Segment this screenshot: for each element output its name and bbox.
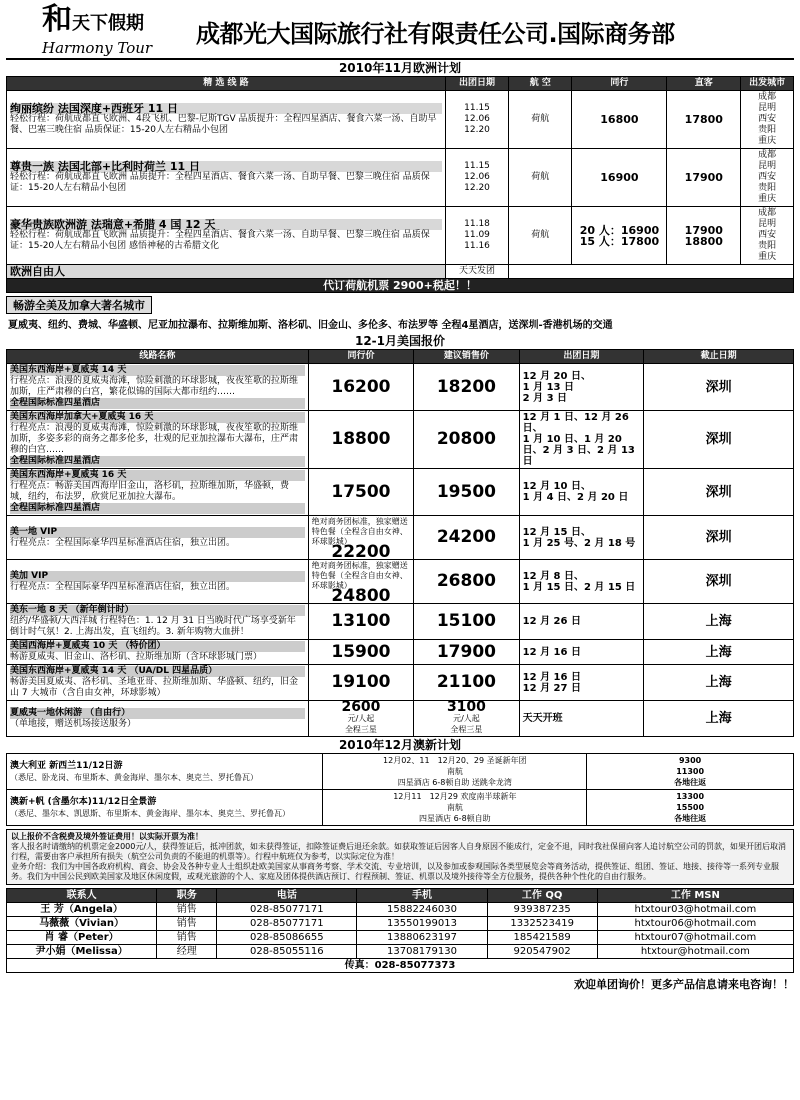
route-cities: 成都 昆明 西安 贵阳 重庆: [741, 149, 794, 207]
am-peer-note: 绝对商务团标准，独家赠送特色餐（全程含自由女神、环球影城）: [311, 561, 408, 590]
am-dates: 12 月 8 日、 1 月 15 日、2 月 15 日: [519, 560, 643, 604]
am-sell-cell: [414, 640, 519, 665]
am-route-sub: 全程国际标准四星酒店: [10, 456, 305, 467]
am-deadline-city: 深圳: [644, 560, 794, 604]
route-dates: 11.18 11.09 11.16: [445, 207, 508, 265]
contact-role: 销售: [157, 903, 217, 917]
route-desc: 轻松行程：荷航成都直飞欧洲 品质提升：全程四星酒店、餐食六菜一汤、自助早餐、巴黎三晚住宿 品质保证：15-20人左右精品小包团: [10, 172, 430, 193]
am-peer-cell: [308, 560, 413, 604]
contact-role: 经理: [157, 945, 217, 959]
am-peer-cell: [308, 411, 413, 469]
europe-route-row: [7, 149, 794, 207]
col-role: 职务: [157, 889, 217, 903]
company-name: 成都光大国际旅行社有限责任公司.国际商务部: [196, 19, 675, 48]
am-sell-unit: 元/人起 全程三星: [450, 714, 483, 734]
am-sell-cell: [414, 516, 519, 560]
contact-row: [7, 903, 794, 917]
am-sell-cell: [414, 665, 519, 701]
aus-airline: 南航: [446, 767, 463, 776]
note-business: 业务介绍：我们为中国各政府机构、商会、协会及各种专业人士组织赴欧美国家从事商务考察、学术交流、专业培训，以及参加或参观国际各类型展览会等商务活动，提供签证、组团、签证、地接、接待等一系列专业服务。我们为中国公民到欧美国家及地区休闲度假，或观光旅游的个人、家庭及团体提供酒店预订、行程预制、签证、机票以及境外接待等全方位服务，提供各种个性化的自由行服务。: [11, 862, 779, 881]
am-peer-cell: [308, 469, 413, 516]
route-peer: 16800: [572, 91, 667, 149]
am-peer-price: 2600: [341, 700, 381, 715]
america-route-row: [7, 411, 794, 469]
am-route-desc: 行程亮点：全程国际豪华四星标准酒店住宿，独立出团。: [10, 581, 236, 592]
am-peer-price: 19100: [331, 672, 391, 692]
am-peer-cell: [308, 604, 413, 640]
am-deadline-city: 上海: [644, 701, 794, 737]
am-route-cell: [7, 364, 309, 411]
footer-slogan: 欢迎单团询价！更多产品信息请来电咨询！！: [574, 978, 794, 991]
contact-mobile: 13550199013: [357, 917, 487, 931]
col-qq: 工作 QQ: [487, 889, 597, 903]
route-desc: 轻松行程：荷航成都直飞欧洲 品质提升：全程四星酒店、餐食六菜一汤、自助早餐、巴黎三晚住宿 品质保证：15-20人左右精品小包团 感悟神秘的古希腊文化: [10, 230, 430, 251]
contact-mobile: 13708179130: [357, 945, 487, 959]
contact-qq: 1332523419: [487, 917, 597, 931]
col-mobile: 手机: [357, 889, 487, 903]
america-title: 12-1月美国报价: [354, 334, 446, 348]
col-msn: 工作 MSN: [597, 889, 793, 903]
am-peer-price: 24800: [331, 586, 391, 604]
route-direct: 17800: [667, 91, 741, 149]
contact-msn[interactable]: htxtour07@hotmail.com: [597, 931, 793, 945]
col-dates: 出团日期: [445, 77, 508, 91]
contact-msn[interactable]: htxtour@hotmail.com: [597, 945, 793, 959]
ticket-note-row: [7, 279, 794, 293]
am-peer-cell: [308, 701, 413, 737]
am-sell-cell: [414, 469, 519, 516]
america-route-row: [7, 665, 794, 701]
am-route-desc: 行程亮点：浪漫的夏威夷海滩，惊险刺激的环球影城，夜夜笙歌的拉斯维加斯，庄严肃穆的白宫，繁花似锦的国际大都市纽约……: [10, 376, 299, 397]
america-route-row: [7, 640, 794, 665]
route-desc: 轻松行程：荷航成都直飞欧洲、4段飞机、巴黎-尼斯TGV 品质提升：全程四星酒店、餐食六菜一汤、自助早餐、巴塞三晚住宿 品质保证：15-20人左右精品小包团: [10, 114, 437, 135]
am-sell-cell: [414, 560, 519, 604]
contact-qq: 185421589: [487, 931, 597, 945]
aus-hotel: 四星酒店 6-8顿自助 送跳伞龙湾: [397, 778, 512, 787]
col-route: 精 选 线 路: [7, 77, 446, 91]
free-label: 欧洲自由人: [7, 265, 446, 279]
am-peer-price: 17500: [331, 481, 391, 502]
europe-header-row: [7, 77, 794, 91]
am-peer-cell: [308, 364, 413, 411]
route-airline: 荷航: [509, 149, 572, 207]
col-phone: 电话: [217, 889, 357, 903]
am-route-desc: 纽约/华盛顿/大西洋城 行程特色：1. 12 月 31 日当晚时代广场享受新年倒计时气氛！2. 上海出发，直飞纽约。3. 新年购物大血拼！: [10, 616, 296, 637]
am-route-cell: [7, 411, 309, 469]
route-airline: 荷航: [509, 91, 572, 149]
am-peer-price: 15900: [331, 641, 391, 662]
am-route-name: 美国东西海岸+夏威夷 16 天: [10, 470, 305, 481]
aus-dates: 12月02、11 12月20、29 圣诞新年团: [383, 756, 527, 765]
logo-mark: 和: [42, 2, 72, 37]
am-deadline-city: 上海: [644, 640, 794, 665]
am-peer-cell: [308, 665, 413, 701]
aus-airline: 南航: [446, 803, 463, 812]
am-deadline-city: 深圳: [644, 516, 794, 560]
col-am-city: 截止日期: [644, 350, 794, 364]
am-sell-price: 17900: [436, 641, 496, 662]
am-sell-cell: [414, 604, 519, 640]
am-sell-cell: [414, 411, 519, 469]
am-route-sub: 全程国际标准四星酒店: [10, 503, 305, 514]
am-route-cell: [7, 560, 309, 604]
aus-price: 9300 11300 各地往返: [587, 754, 794, 790]
am-sell-price: 20800: [436, 429, 496, 449]
am-route-name: 美加 VIP: [10, 571, 305, 582]
am-dates: 12 月 26 日: [519, 604, 643, 640]
am-peer-price: 22200: [331, 542, 391, 560]
america-route-row: [7, 604, 794, 640]
am-sell-price: 21100: [436, 672, 496, 692]
logo-small-text: 天下: [72, 13, 108, 34]
contact-row: [7, 945, 794, 959]
am-route-cell: [7, 701, 309, 737]
aus-price: 13300 15500 各地往返: [587, 790, 794, 826]
europe-title: 2010年11月欧洲计划: [338, 61, 462, 75]
america-cities: 夏威夷、纽约、费城、华盛顿、尼亚加拉瀑布、拉斯维加斯、洛杉矶、旧金山、多伦多、布法罗等 全程4星酒店，送深圳-香港机场的交通: [8, 320, 613, 331]
am-sell-cell: [414, 364, 519, 411]
am-route-desc: （单地接，赠送机场接送服务）: [10, 718, 137, 729]
route-cell: [7, 207, 446, 265]
america-route-row: [7, 560, 794, 604]
am-route-desc: 畅游夏威夷、旧金山、洛杉矶、拉斯维加斯（含环球影城门票）: [10, 652, 263, 662]
aus-hotel: 四星酒店 6-8顿自助: [419, 814, 491, 823]
america-header-row: [7, 350, 794, 364]
col-peer: 同行: [572, 77, 667, 91]
contact-name: 尹小娟（Melissa）: [7, 945, 157, 959]
am-route-name: 美东一地 8 天 （新年倒计时）: [10, 605, 305, 616]
free-blank: [509, 265, 794, 279]
contact-row: [7, 931, 794, 945]
america-route-row: [7, 516, 794, 560]
aus-route-cell: [7, 790, 323, 826]
route-cell: [7, 149, 446, 207]
am-sell-price: 18200: [436, 376, 496, 397]
contact-header-row: [7, 889, 794, 903]
logo: [6, 2, 196, 57]
europe-table: [6, 76, 794, 293]
europe-free-row: [7, 265, 794, 279]
am-deadline-city: 深圳: [644, 411, 794, 469]
aus-route-desc: （悉尼、卧龙岗、布里斯本、黄金海岸、墨尔本、奥克兰、罗托鲁瓦）: [10, 772, 258, 782]
contact-row: [7, 917, 794, 931]
note-tax: 以上报价不含税费及境外签证费用！以实际开票为准！: [11, 832, 203, 841]
contact-msn[interactable]: htxtour06@hotmail.com: [597, 917, 793, 931]
header: [6, 4, 794, 60]
col-am-peer: 同行价: [308, 350, 413, 364]
am-dates: 12 月 1 日、12 月 26 日、 1 月 10 日、1 月 20 日、2 月 3 日、2 月 13 日: [519, 411, 643, 469]
am-route-name: 美国东西海岸+夏威夷 14 天 （UA/DL 四星品质）: [10, 666, 305, 677]
route-peer: 16900: [572, 149, 667, 207]
ticket-note: 代订荷航机票 2900+税起！！: [7, 279, 794, 293]
contact-mobile: 15882246030: [357, 903, 487, 917]
am-dates: 天天开班: [519, 701, 643, 737]
aus-table: [6, 753, 794, 826]
am-route-cell: [7, 604, 309, 640]
am-dates: 12 月 10 日、 1 月 4 日、2 月 20 日: [519, 469, 643, 516]
route-cities: 成都 昆明 西安 贵阳 重庆: [741, 207, 794, 265]
contact-name: 王 芳（Angela）: [7, 903, 157, 917]
am-sell-cell: [414, 701, 519, 737]
contact-table: [6, 888, 794, 973]
aus-title: 2010年12月澳新计划: [338, 738, 462, 752]
contact-mobile: 13880623197: [357, 931, 487, 945]
route-cell: [7, 91, 446, 149]
am-route-cell: [7, 469, 309, 516]
am-peer-price: 16200: [331, 376, 391, 397]
am-route-name: 美国东西海岸+夏威夷 14 天: [10, 365, 305, 376]
am-peer-unit: 元/人起 全程三星: [344, 714, 377, 734]
am-route-cell: [7, 665, 309, 701]
am-sell-price: 3100: [446, 700, 486, 715]
col-am-route: 线路名称: [7, 350, 309, 364]
contact-phone: 028-85055116: [217, 945, 357, 959]
europe-route-row: [7, 91, 794, 149]
aus-info-cell: [323, 790, 587, 826]
am-peer-price: 18800: [331, 429, 391, 449]
europe-route-row: [7, 207, 794, 265]
am-dates: 12 月 16 日 12 月 27 日: [519, 665, 643, 701]
route-direct: 17900 18800: [667, 207, 741, 265]
aus-route-cell: [7, 754, 323, 790]
am-route-name: 夏威夷一地休闲游 （自由行）: [10, 708, 305, 719]
am-peer-note: 绝对商务团标准，独家赠送特色餐（全程含自由女神、环球影城）: [311, 517, 408, 546]
contact-role: 销售: [157, 931, 217, 945]
col-am-dates: 出团日期: [519, 350, 643, 364]
route-name: 绚丽缤纷 法国深度+西班牙 11 日: [10, 103, 442, 114]
col-direct: 直客: [667, 77, 741, 91]
aus-route-row: [7, 790, 794, 826]
am-dates: 12 月 20 日、 1 月 13 日 2 月 3 日: [519, 364, 643, 411]
am-sell-price: 26800: [436, 571, 496, 591]
route-direct: 17900: [667, 149, 741, 207]
america-route-row: [7, 701, 794, 737]
am-dates: 12 月 15 日、 1 月 25 号、2 月 18 号: [519, 516, 643, 560]
contact-msn[interactable]: htxtour03@hotmail.com: [597, 903, 793, 917]
am-route-sub: 全程国际标准四星酒店: [10, 398, 305, 409]
route-peer: 20 人：16900 15 人：17800: [572, 207, 667, 265]
logo-rest-text: 假期: [108, 13, 144, 34]
am-route-name: 美国西海岸+夏威夷 10 天 （特价团）: [10, 641, 305, 652]
contact-phone: 028-85077171: [217, 903, 357, 917]
note-deposit: 客人报名时请缴纳的机票定金2000元/人，获得签证后，抵冲团款，如未获得签证，扣除签证费后退还余款。如获取签证后因客人自身原因不能成行，定金不退，同时我社保留向客人追讨航空公司的罚款，如果开团后取消行程，需要由客户承担所有损失（航空公司负责的不能退的机票等）。行程中航班仅为参考，以实际定位为准！: [11, 842, 787, 861]
contact-qq: 920547902: [487, 945, 597, 959]
am-sell-price: 15100: [436, 611, 496, 631]
am-dates: 12 月 16 日: [519, 640, 643, 665]
col-am-sell: 建议销售价: [414, 350, 519, 364]
notes-box: [6, 829, 794, 885]
am-peer-price: 13100: [331, 611, 391, 631]
am-route-cell: [7, 640, 309, 665]
am-deadline-city: 上海: [644, 665, 794, 701]
am-sell-price: 24200: [436, 527, 496, 547]
aus-route-row: [7, 754, 794, 790]
fax-line: 传真：028-85077373: [7, 959, 794, 973]
contact-qq: 939387235: [487, 903, 597, 917]
contact-phone: 028-85086655: [217, 931, 357, 945]
am-peer-cell: [308, 640, 413, 665]
aus-route-desc: （悉尼、墨尔本、凯恩斯、布里斯本、黄金海岸、墨尔本、奥克兰、罗托鲁瓦）: [10, 808, 290, 818]
am-route-desc: 行程亮点：畅游美国西海岸旧金山，洛杉矶，拉斯维加斯，华盛顿，费城，纽约，布法罗，欣赏尼亚加拉大瀑布。: [10, 481, 290, 502]
am-route-desc: 行程亮点：全程国际豪华四星标准酒店住宿，独立出团。: [10, 537, 236, 548]
route-dates: 11.15 12.06 12.20: [445, 149, 508, 207]
am-route-name: 美国东西海岸加拿大+夏威夷 16 天: [10, 412, 305, 423]
contact-name: 马薇薇（Vivian）: [7, 917, 157, 931]
aus-route-name: 澳大利亚 新西兰11/12日游: [10, 760, 123, 771]
america-route-row: [7, 469, 794, 516]
america-highlight: 畅游全美及加拿大著名城市: [6, 296, 152, 314]
route-name: 尊贵一族 法国北部+比利时荷兰 11 日: [10, 161, 442, 172]
route-cities: 成都 昆明 西安 贵阳 重庆: [741, 91, 794, 149]
aus-route-name: 澳新+帆 (含墨尔本)11/12日全景游: [10, 796, 157, 807]
am-route-cell: [7, 516, 309, 560]
contact-role: 销售: [157, 917, 217, 931]
am-deadline-city: 深圳: [644, 469, 794, 516]
am-route-name: 美一地 VIP: [10, 527, 305, 538]
america-table: [6, 349, 794, 737]
america-route-row: [7, 364, 794, 411]
free-dates: 天天发团: [445, 265, 508, 279]
col-contact: 联系人: [7, 889, 157, 903]
col-airline: 航 空: [509, 77, 572, 91]
am-route-desc: 行程亮点：浪漫的夏威夷海滩，惊险刺激的环球影城，夜夜笙歌的拉斯维加斯，多姿多彩的商务之都多伦多，壮观的尼亚加拉瀑布大瀑布，庄严肃穆的白宫……: [10, 423, 299, 455]
am-peer-cell: [308, 516, 413, 560]
route-dates: 11.15 12.06 12.20: [445, 91, 508, 149]
am-sell-price: 19500: [436, 481, 496, 502]
aus-dates: 12月11 12月29 欢度南半球新年: [393, 792, 517, 801]
route-name: 豪华贵族欧洲游 法瑞意+希腊 4 国 12 天: [10, 219, 442, 230]
contact-phone: 028-85077171: [217, 917, 357, 931]
logo-english: Harmony Tour: [42, 39, 153, 57]
am-deadline-city: 深圳: [644, 364, 794, 411]
aus-info-cell: [323, 754, 587, 790]
col-cities: 出发城市: [741, 77, 794, 91]
contact-name: 肖 睿（Peter）: [7, 931, 157, 945]
am-route-desc: 畅游美国夏威夷、洛杉矶、圣地亚哥、拉斯维加斯、华盛顿、纽约，旧金山 7 大城市（含自由女神，环球影城）: [10, 677, 299, 698]
route-airline: 荷航: [509, 207, 572, 265]
am-deadline-city: 上海: [644, 604, 794, 640]
